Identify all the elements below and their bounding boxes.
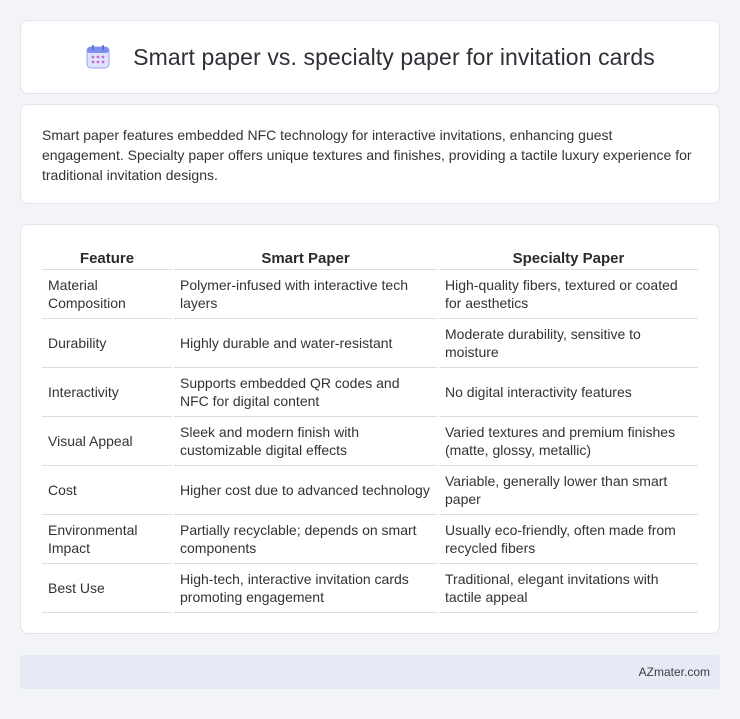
specialty-paper-cell: Traditional, elegant invitations with tactile appeal: [438, 563, 698, 612]
table-card: [20, 224, 720, 634]
feature-cell: Cost: [42, 465, 173, 514]
table-row: [42, 367, 698, 416]
footer-source: AZmater.com: [638, 665, 710, 679]
table-row: [42, 318, 698, 367]
smart-paper-cell: Partially recyclable; depends on smart components: [173, 514, 438, 563]
intro-text: Smart paper features embedded NFC technology for interactive invitations, enhancing guest engagement. Specialty paper offers unique textures and finishes, providing a tactile luxury experience for traditional invitation designs.: [42, 127, 692, 183]
header-specialty-paper: Specialty Paper: [438, 245, 698, 269]
specialty-paper-cell: No digital interactivity features: [438, 367, 698, 416]
smart-paper-cell: Supports embedded QR codes and NFC for digital content: [173, 367, 438, 416]
smart-paper-cell: Polymer-infused with interactive tech layers: [173, 269, 438, 318]
title-card: [20, 20, 720, 94]
calendar-icon: [85, 44, 111, 70]
specialty-paper-cell: Varied textures and premium finishes (matte, glossy, metallic): [438, 416, 698, 465]
table-row: [42, 269, 698, 318]
page-title: Smart paper vs. specialty paper for invitation cards: [133, 43, 655, 70]
table-header-row: [42, 245, 698, 269]
specialty-paper-cell: Usually eco-friendly, often made from recycled fibers: [438, 514, 698, 563]
feature-cell: Material Composition: [42, 269, 173, 318]
feature-cell: Environmental Impact: [42, 514, 173, 563]
specialty-paper-cell: Variable, generally lower than smart paper: [438, 465, 698, 514]
feature-cell: Best Use: [42, 563, 173, 612]
specialty-paper-cell: High-quality fibers, textured or coated for aesthetics: [438, 269, 698, 318]
table-row: [42, 563, 698, 612]
smart-paper-cell: Highly durable and water-resistant: [173, 318, 438, 367]
smart-paper-cell: Higher cost due to advanced technology: [173, 465, 438, 514]
table-row: [42, 465, 698, 514]
smart-paper-cell: Sleek and modern finish with customizable digital effects: [173, 416, 438, 465]
smart-paper-cell: High-tech, interactive invitation cards promoting engagement: [173, 563, 438, 612]
header-feature: Feature: [42, 245, 173, 269]
header-smart-paper: Smart Paper: [173, 245, 438, 269]
feature-cell: Visual Appeal: [42, 416, 173, 465]
comparison-table: [42, 245, 698, 613]
table-row: [42, 416, 698, 465]
feature-cell: Interactivity: [42, 367, 173, 416]
feature-cell: Durability: [42, 318, 173, 367]
specialty-paper-cell: Moderate durability, sensitive to moisture: [438, 318, 698, 367]
intro-card: [20, 104, 720, 204]
footer: [20, 655, 720, 689]
table-row: [42, 514, 698, 563]
